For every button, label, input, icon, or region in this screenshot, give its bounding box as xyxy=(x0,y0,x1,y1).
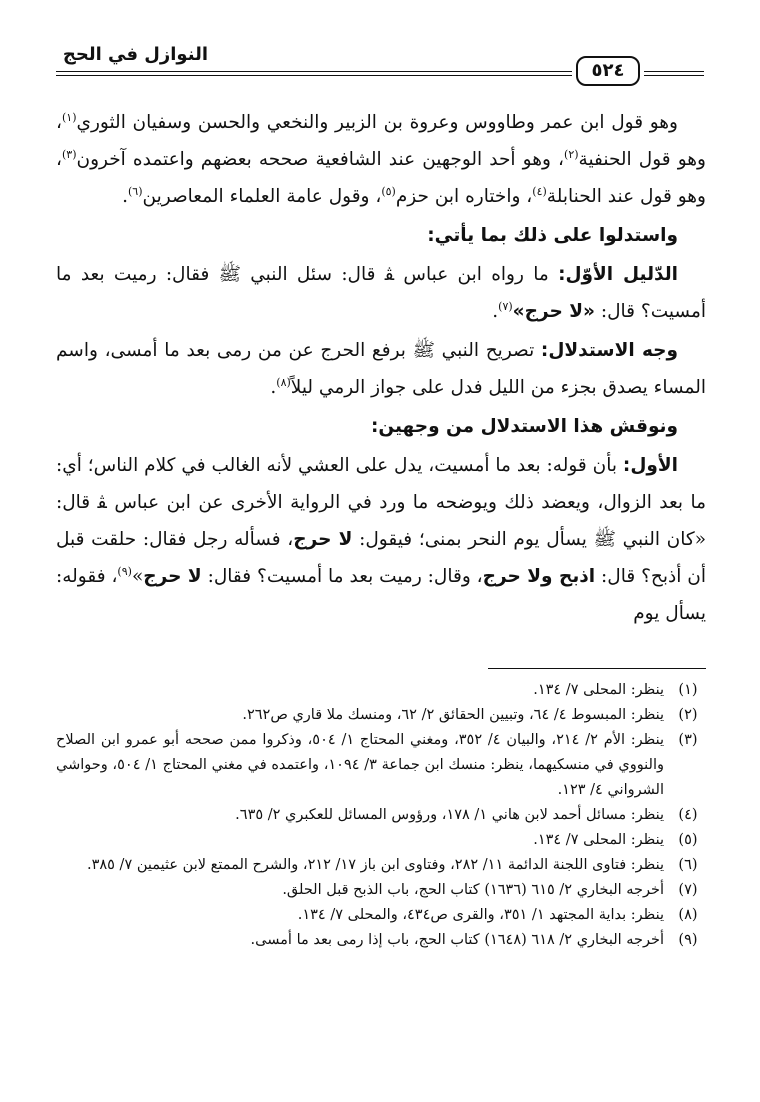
footnote-number: (٧) xyxy=(678,882,698,898)
paragraph xyxy=(56,104,706,215)
text: تصريح النبي ﷺ برفع الحرج عن من رمى بعد ما أمسى، واسم المساء يصدق بجزء من الليل فدل على جواز الرمي ليلاً xyxy=(56,340,706,398)
footnote xyxy=(56,903,706,928)
footnote xyxy=(56,853,706,878)
section-heading: ونوقش هذا الاستدلال من وجهين: xyxy=(370,416,678,437)
text: ، وهو أحد الوجهين عند الشافعية صححه بعضهم واعتمده آخرون xyxy=(76,149,565,170)
text: وهو قول ابن عمر وطاووس وعروة بن الزبير والنخعي والحسن وسفيان الثوري xyxy=(76,112,678,133)
footnote-ref: (٦) xyxy=(128,184,143,198)
footnote-text: أخرجه البخاري ٢/ ٦١٥ (١٦٣٦) كتاب الحج، باب الذبح قبل الحلق. xyxy=(282,882,664,898)
footnote-number: (٨) xyxy=(678,907,698,923)
footnote-text: ينظر: بداية المجتهد ١/ ٣٥١، والقرى ص٤٣٤، والمحلى ٧/ ١٣٤. xyxy=(297,907,664,923)
footnote-text: ينظر: المبسوط ٤/ ٦٤، وتبيين الحقائق ٢/ ٦٢، ومنسك ملا قاري ص٢٦٢. xyxy=(242,707,664,723)
text: ، وقول عامة العلماء المعاصرين xyxy=(142,186,382,207)
footnote xyxy=(56,928,706,953)
footnote-text: ينظر: الأم ٢/ ٢١٤، والبيان ٤/ ٣٥٢، ومغني المحتاج ١/ ٥٠٤، وذكروا ممن صححه أبو عمرو ابن الصلاح والنووي في منسكيهما، ينظر: منسك ابن جماعة ٣/ ١٠٩٤، واعتمده في مغني المحتاج ١/ ٥٠٤، وحواشي الشرواني ٤/ ١٢٣. xyxy=(56,732,665,798)
footnote xyxy=(56,703,706,728)
running-title: النوازل في الحج xyxy=(62,44,208,65)
footnote-text: ينظر: المحلى ٧/ ١٣٤. xyxy=(533,832,664,848)
footnote-number: (٢) xyxy=(678,707,698,723)
footnote xyxy=(56,878,706,903)
lead-term: الأول: xyxy=(622,455,678,476)
footnote-text: ينظر: مسائل أحمد لابن هاني ١/ ١٧٨، ورؤوس المسائل للعكبري ٢/ ٦٣٥. xyxy=(235,807,664,823)
text: ما رواه ابن عباس ﭭ قال: سئل النبي ﷺ فقال: رميت بعد ما أمسيت؟ قال: xyxy=(56,264,706,322)
text: ، وقال: رميت بعد ما أمسيت؟ فقال: xyxy=(201,566,483,587)
footnote xyxy=(56,828,706,853)
main-text xyxy=(56,104,706,634)
section-heading: واستدلوا على ذلك بما يأتي: xyxy=(427,225,678,246)
hadith-quote: لا حرج xyxy=(293,529,353,550)
text: بأن قوله: بعد ما أمسيت، يدل على العشي لأنه الغالب في كلام الناس؛ أي: ما بعد الزوال، ويعضد ذلك ويوضحه ما ورد في الرواية الأخرى عن ابن عباس ﭭ قال: «كان النبي ﷺ يسأل يوم النحر بمنى؛ فيقول: xyxy=(56,455,707,550)
footnote-number: (٤) xyxy=(678,807,698,823)
hadith-quote: اذبح ولا حرج xyxy=(482,566,596,587)
footnote-text: ينظر: المحلى ٧/ ١٣٤. xyxy=(533,682,664,698)
footnote-text: أخرجه البخاري ٢/ ٦١٨ (١٦٤٨) كتاب الحج، باب إذا رمى بعد ما أمسى. xyxy=(250,932,664,948)
header-rule xyxy=(644,75,704,76)
text: » xyxy=(131,566,144,587)
footnote-ref: (٨) xyxy=(276,375,291,389)
footnote xyxy=(56,678,706,703)
footnote-separator xyxy=(488,668,706,669)
text: ، واختاره ابن حزم xyxy=(395,186,533,207)
footnote-number: (٩) xyxy=(678,932,698,948)
text: ، فقوله: يسأل يوم xyxy=(56,566,706,624)
text: . xyxy=(492,301,499,322)
footnote-ref: (٧) xyxy=(498,299,513,313)
text: ، فسأله رجل فقال: حلقت قبل أن أذبح؟ قال: xyxy=(56,529,707,587)
footnote-ref: (٢) xyxy=(564,147,579,161)
footnote-ref: (٤) xyxy=(532,184,547,198)
text: ، وهو قول الحنفية xyxy=(56,112,706,170)
footnotes xyxy=(56,678,706,953)
footnote-ref: (١) xyxy=(61,110,77,124)
footnote-number: (٦) xyxy=(678,857,698,873)
lead-term: الدّليل الأوّل: xyxy=(558,264,678,285)
paragraph xyxy=(56,447,706,632)
text: . xyxy=(270,377,277,398)
header-rule xyxy=(644,71,704,72)
footnote-ref: (٥) xyxy=(381,184,396,198)
footnote xyxy=(56,803,706,828)
hadith-quote: لا حرج xyxy=(143,566,202,587)
hadith-quote: «لا حرج» xyxy=(512,301,595,322)
header-rule xyxy=(56,71,572,72)
footnote-number: (٣) xyxy=(678,732,698,748)
footnote-ref: (٣) xyxy=(61,147,77,161)
header-rule xyxy=(56,75,572,76)
footnote xyxy=(56,728,706,803)
text: ، وهو قول عند الحنابلة xyxy=(56,149,706,207)
paragraph xyxy=(56,256,706,330)
page-number: ٥٢٤ xyxy=(576,56,640,86)
footnote-text: ينظر: فتاوى اللجنة الدائمة ١١/ ٢٨٢، وفتاوى ابن باز ١٧/ ٢١٢، والشرح الممتع لابن عثيمين ٧/ ٣٨٥. xyxy=(86,857,664,873)
text: . xyxy=(122,186,128,207)
paragraph xyxy=(56,332,706,406)
footnote-number: (٥) xyxy=(678,832,698,848)
footnote-ref: (٩) xyxy=(117,564,132,578)
lead-term: وجه الاستدلال: xyxy=(540,340,678,361)
footnote-number: (١) xyxy=(678,682,698,698)
